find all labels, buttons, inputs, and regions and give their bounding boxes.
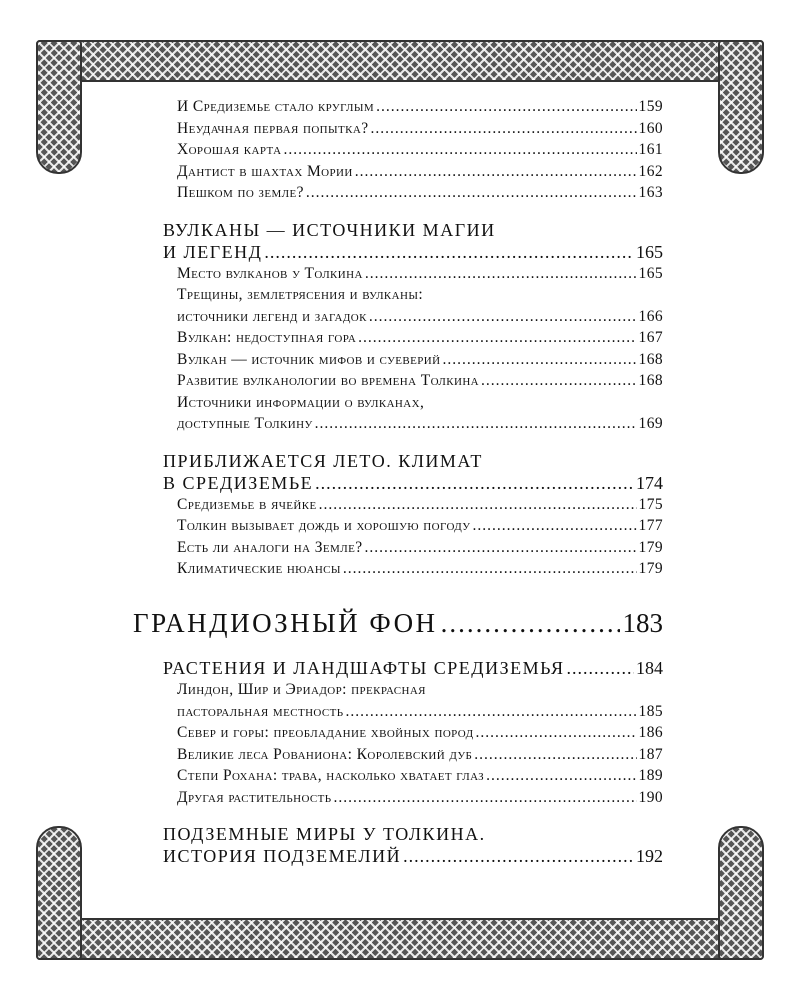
toc-entry[interactable]: источники легенд и загадок ..... 166 xyxy=(163,306,663,328)
toc-entry[interactable]: Север и горы: преобладание хвойных пород ..... 186 xyxy=(163,722,663,744)
toc-entry-line[interactable]: Линдон, Шир и Эриадор: прекрасная xyxy=(177,681,426,698)
toc-entry[interactable]: Толкин вызывает дождь и хорошую погоду ..... 177 xyxy=(163,515,663,537)
table-of-contents xyxy=(163,96,663,580)
chapter-heading[interactable]: ВУЛКАНЫ — ИСТОЧНИКИ МАГИИ xyxy=(163,219,496,240)
toc-entry[interactable]: пасторальная местность ..... 185 xyxy=(163,701,663,723)
chapter-heading-line[interactable]: ИСТОРИЯ ПОДЗЕМЕЛИЙ ..... 192 xyxy=(163,845,663,867)
toc-entry[interactable]: Вулкан — источник мифов и суеверий ..... 168 xyxy=(163,349,663,371)
chapter-heading-line[interactable]: В СРЕДИЗЕМЬЕ ..... 174 xyxy=(163,472,663,494)
table-of-contents-part2 xyxy=(163,657,663,867)
toc-entry[interactable]: Хорошая карта ..... 161 xyxy=(163,139,663,161)
toc-entry[interactable]: Другая растительность ..... 190 xyxy=(163,787,663,809)
celtic-corner-bottom-left xyxy=(36,826,82,960)
toc-entry[interactable]: Развитие вулканологии во времена Толкина ..... 168 xyxy=(163,370,663,392)
toc-entry-line[interactable]: Источники информации о вулканах, xyxy=(177,393,425,411)
toc-entry[interactable]: Есть ли аналоги на Земле? ..... 179 xyxy=(163,537,663,559)
toc-entry[interactable]: Дантист в шахтах Мории ..... 162 xyxy=(163,161,663,183)
part-heading[interactable]: ГРАНДИОЗНЫЙ ФОН ..... 183 xyxy=(133,608,663,639)
toc-entry[interactable]: Средиземье в ячейке ..... 175 xyxy=(163,494,663,516)
toc-entry[interactable]: Неудачная первая попытка? ..... 160 xyxy=(163,118,663,140)
toc-entry[interactable]: Степи Рохана: трава, насколько хватает глаз ..... 189 xyxy=(163,765,663,787)
toc-entry-line[interactable]: Трещины, землетрясения и вулканы: xyxy=(177,286,424,303)
toc-entry[interactable]: Пешком по земле? ..... 163 xyxy=(163,182,663,204)
toc-entry[interactable]: Место вулканов у Толкина ..... 165 xyxy=(163,263,663,285)
celtic-border-top xyxy=(36,40,764,82)
chapter-heading[interactable]: ПРИБЛИЖАЕТСЯ ЛЕТО. КЛИМАТ xyxy=(163,450,483,471)
toc-entry[interactable]: Вулкан: недоступная гора ..... 167 xyxy=(163,327,663,349)
chapter-heading-line[interactable]: РАСТЕНИЯ И ЛАНДШАФТЫ СРЕДИЗЕМЬЯ ..... 184 xyxy=(163,657,663,679)
chapter-heading-line[interactable]: И ЛЕГЕНД ..... 165 xyxy=(163,241,663,263)
toc-entry[interactable]: И Средиземье стало круглым ..... 159 xyxy=(163,96,663,118)
celtic-corner-top-right xyxy=(718,40,764,174)
toc-entry[interactable]: доступные Толкину ..... 169 xyxy=(163,413,663,435)
toc-entry[interactable]: Климатические нюансы ..... 179 xyxy=(163,558,663,580)
toc-entry[interactable]: Великие леса Рованиона: Королевский дуб ..... 187 xyxy=(163,744,663,766)
celtic-corner-bottom-right xyxy=(718,826,764,960)
celtic-border-bottom xyxy=(36,918,764,960)
chapter-heading[interactable]: ПОДЗЕМНЫЕ МИРЫ У ТОЛКИНА. xyxy=(163,824,486,844)
celtic-corner-top-left xyxy=(36,40,82,174)
